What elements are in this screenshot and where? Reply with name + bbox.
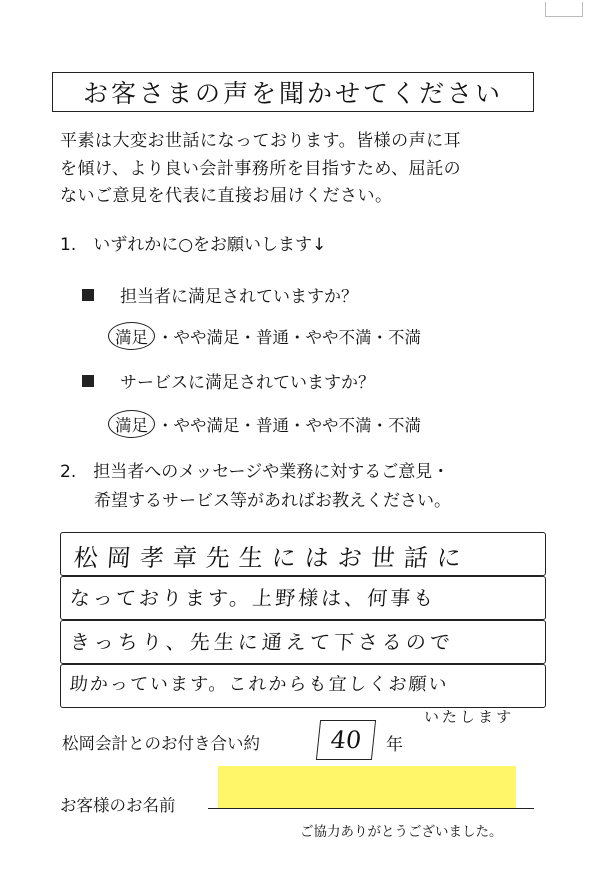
handwritten-line: 松岡孝章先生にはお世話に: [72, 544, 471, 572]
form-title: お客さまの声を聞かせてください: [52, 72, 534, 112]
years-unit: 年: [386, 735, 403, 755]
survey-question-staff: [82, 282, 358, 307]
handwritten-line: きっちり、先生に通えて下さるので: [69, 630, 455, 654]
question-2-line: 2. 担当者へのメッセージや業務に対するご意見・: [60, 462, 450, 482]
question-2-line: 希望するサービス等があればお教えください。: [60, 491, 451, 511]
selected-option-circled[interactable]: 満足: [108, 410, 155, 438]
other-options[interactable]: ・やや満足・普通・やや不満・不満: [157, 416, 421, 435]
handwritten-line: 助かっています。これからも宜しくお願い: [69, 674, 450, 695]
other-options[interactable]: ・やや満足・普通・やや不満・不満: [157, 328, 421, 347]
bullet-square-icon: [82, 289, 94, 301]
years-label: 松岡会計とのお付き合い約: [62, 734, 260, 753]
question-1-heading: 1. いずれかに○をお願いします↓: [60, 235, 327, 255]
years-value-box[interactable]: 40: [316, 720, 376, 760]
survey-question-label: サービスに満足されていますか？: [120, 373, 375, 393]
name-redaction-highlight: [218, 766, 516, 808]
intro-line: 平素は大変お世話になっております。皆様の声に耳: [60, 131, 462, 151]
scan-corner-mark: [545, 2, 583, 17]
bullet-square-icon: [82, 375, 94, 387]
survey-options-service: [108, 410, 421, 438]
survey-options-staff: [108, 322, 421, 350]
name-field-line[interactable]: [208, 808, 534, 809]
thanks-note: ご協力ありがとうございました。: [300, 824, 503, 840]
survey-question-service: [82, 368, 375, 393]
handwritten-line: なっております。上野様は、何事も: [69, 586, 438, 610]
intro-line: ないご意見を代表に直接お届けください。: [60, 186, 393, 206]
selected-option-circled[interactable]: 満足: [108, 322, 155, 350]
handwritten-continuation: いたします: [423, 708, 515, 726]
question-2-heading: [60, 458, 451, 516]
name-label: お客様のお名前: [60, 796, 176, 815]
handwritten-answer-area[interactable]: [60, 532, 546, 708]
intro-paragraph: [60, 128, 540, 211]
survey-question-label: 担当者に満足されていますか？: [120, 287, 358, 307]
intro-line: を傾け、より良い会計事務所を目指すため、屈託の: [60, 158, 462, 179]
